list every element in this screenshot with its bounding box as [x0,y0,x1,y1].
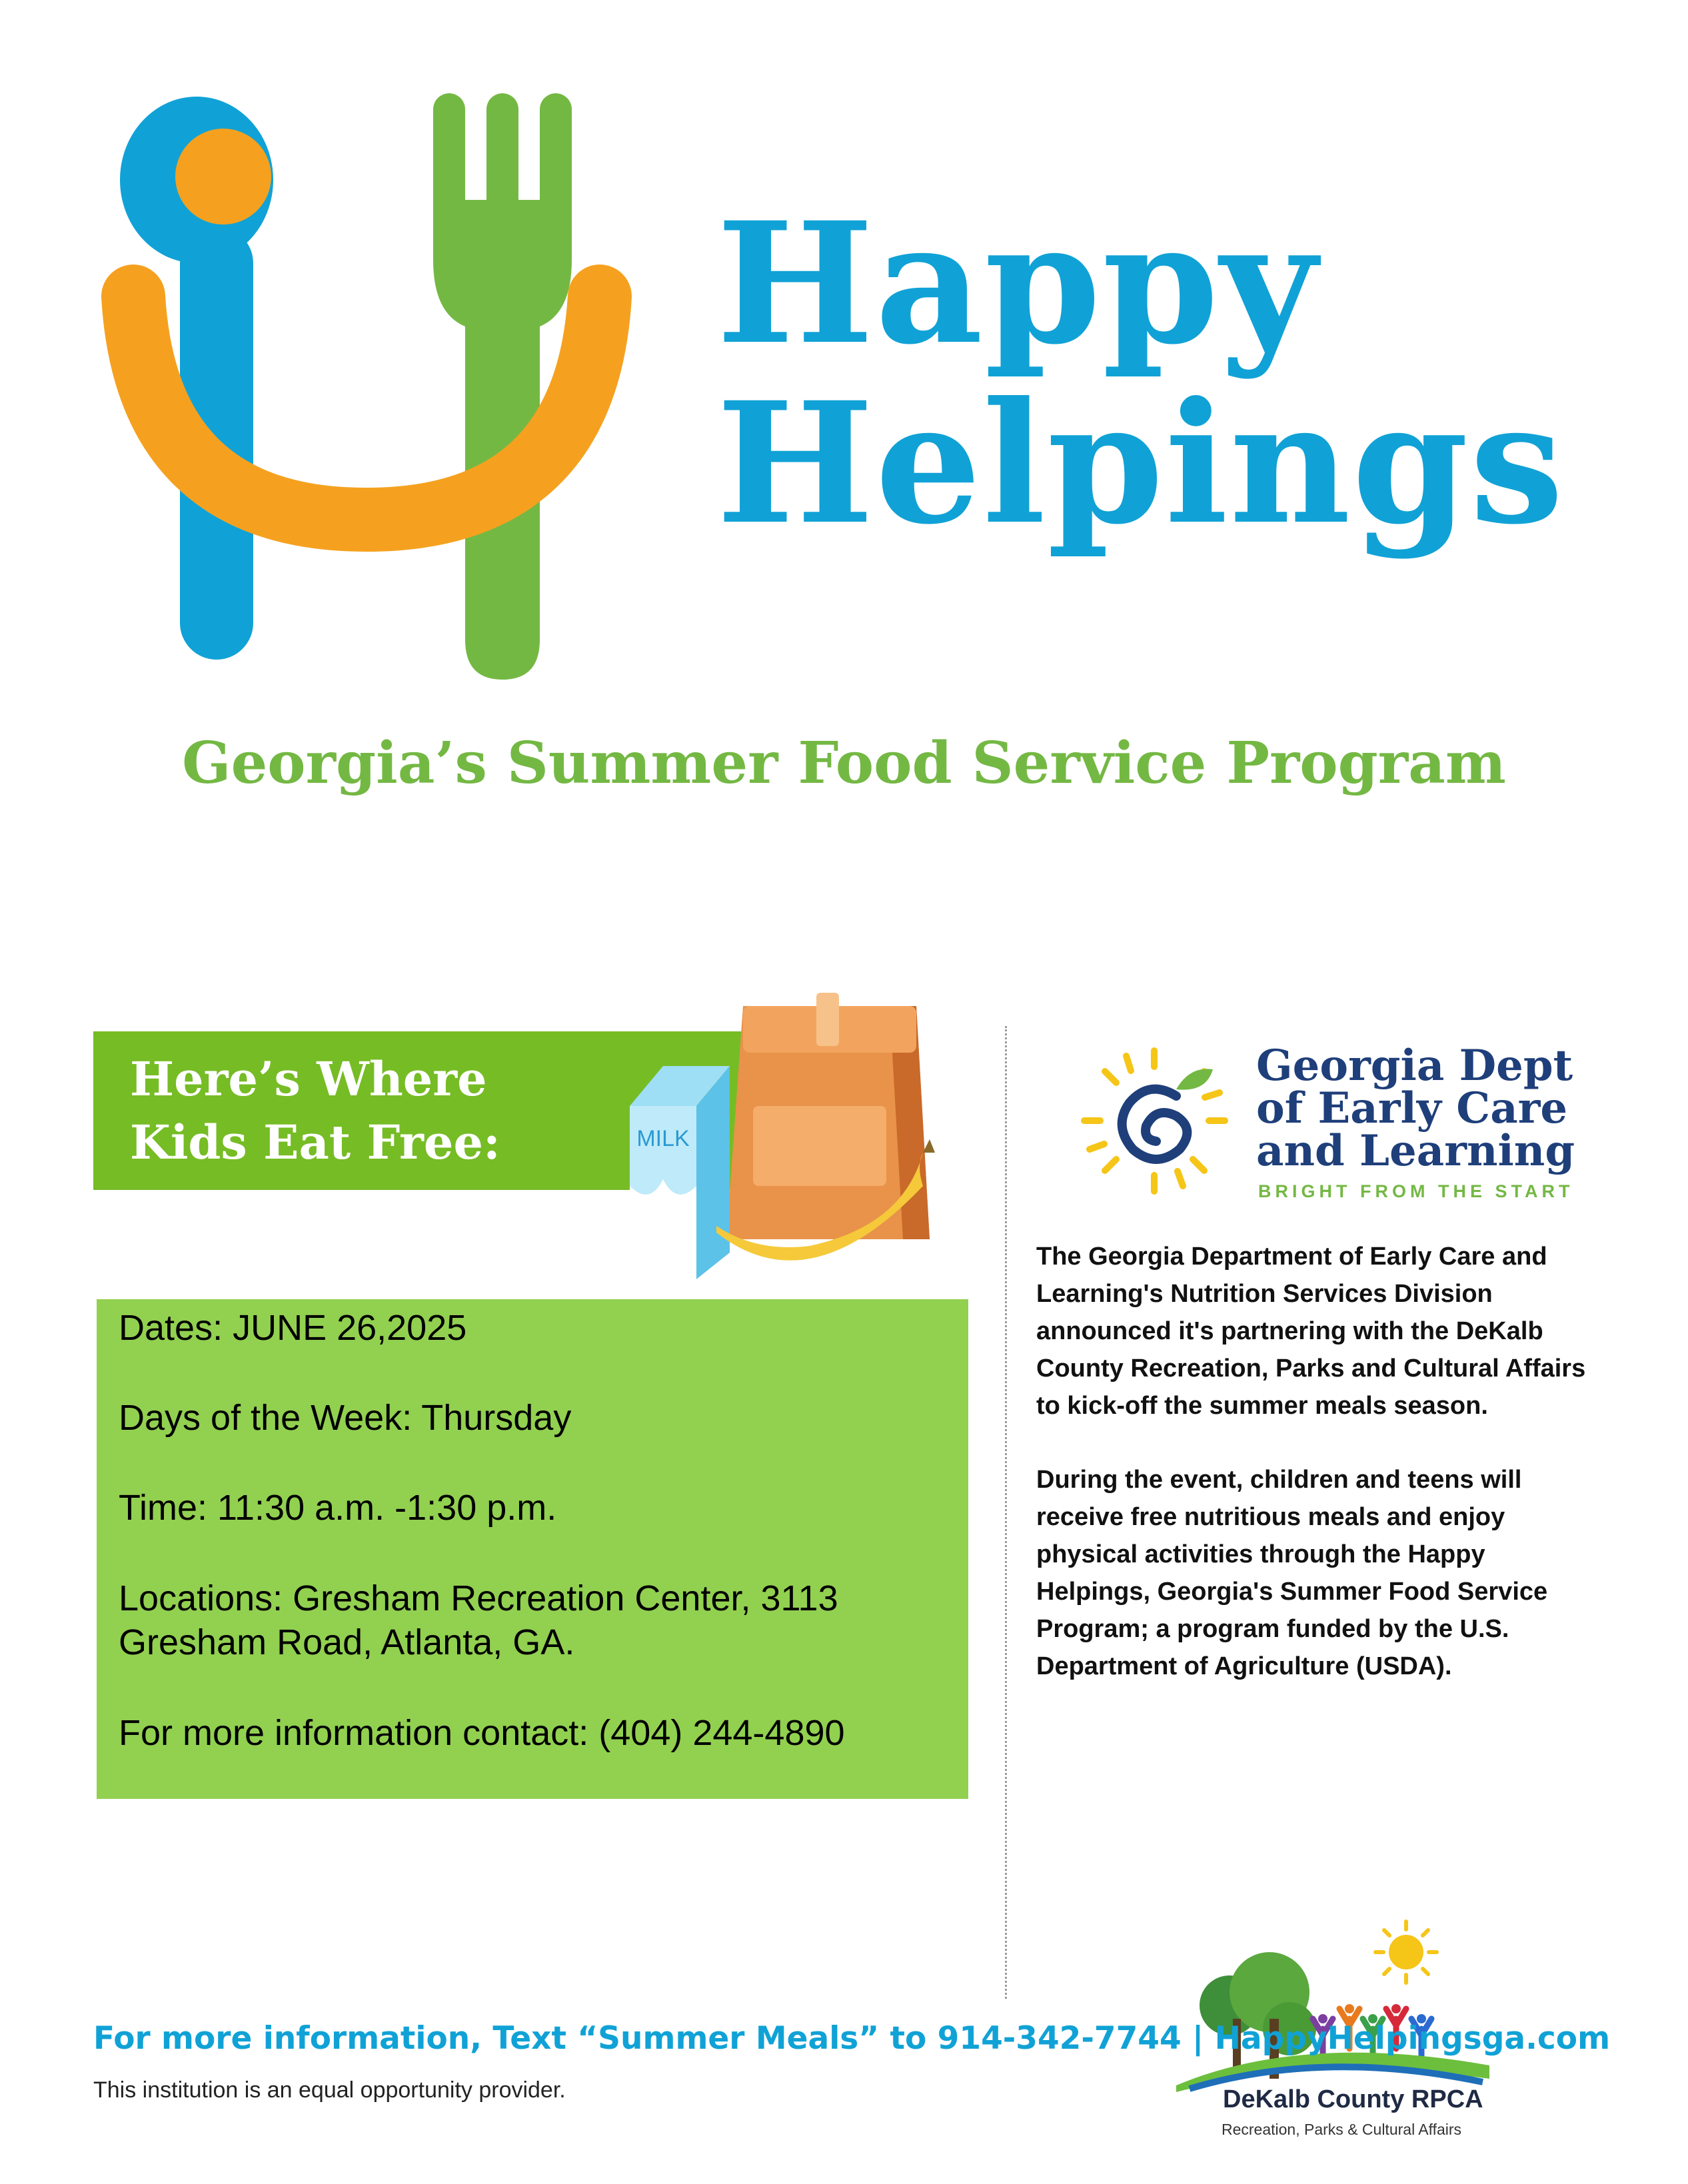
paragraph2-line: Program; a program funded by the U.S. [1036,1615,1509,1643]
decal-name-line3: and Learning [1256,1126,1575,1176]
column-divider [1005,1026,1007,1999]
decal-name-line1: Georgia Dept [1256,1041,1573,1091]
paragraph2-line: receive free nutritious meals and enjoy [1036,1503,1505,1531]
lunch-food-illustration [610,986,970,1293]
decal-name-line2: of Early Care [1256,1083,1568,1133]
event-location-line2: Gresham Road, Atlanta, GA. [119,1622,575,1662]
title-happy: Happy [716,185,1319,381]
event-dates: Dates: JUNE 26,2025 [119,1308,467,1348]
spoon-fork-smile-icon [87,93,633,680]
event-location-line1: Locations: Gresham Recreation Center, 3113 [119,1578,838,1618]
paragraph2-line: Helpings, Georgia's Summer Food Service [1036,1578,1548,1606]
paragraph2-line: Department of Agriculture (USDA). [1036,1652,1452,1680]
paragraph1-line: The Georgia Department of Early Care and [1036,1243,1547,1271]
dekalb-rpca-subtitle: Recreation, Parks & Cultural Affairs [1222,2121,1462,2138]
event-days: Days of the Week: Thursday [119,1398,572,1438]
milk-carton-icon [630,1066,730,1279]
paragraph2-line: physical activities through the Happy [1036,1540,1485,1568]
paragraph1-line: to kick-off the summer meals season. [1036,1392,1488,1420]
title-helpings: Helpings [716,365,1565,561]
footer-contact-info: For more information, Text “Summer Meals” to 914-342-7744 | HappyHelpingsga.com [93,2020,1611,2057]
paragraph1-line: Learning's Nutrition Services Division [1036,1280,1493,1308]
decal-sun-logo-icon [1076,1043,1233,1199]
paragraph1-line: announced it's partnering with the DeKalb [1036,1317,1543,1345]
program-subtitle: Georgia’s Summer Food Service Program [182,730,1506,797]
event-time: Time: 11:30 a.m. -1:30 p.m. [119,1488,557,1528]
banner-heading-line2: Kids Eat Free: [130,1115,500,1170]
event-contact: For more information contact: (404) 244-4890 [119,1713,845,1753]
decal-tagline: BRIGHT FROM THE START [1258,1181,1574,1201]
svg-text:MILK: MILK [636,1126,690,1151]
banner-heading-line1: Here’s Where [130,1051,487,1107]
equal-opportunity-disclaimer: This institution is an equal opportunity provider. [93,2077,566,2103]
paragraph1-line: County Recreation, Parks and Cultural Affairs [1036,1355,1586,1382]
paragraph2-line: During the event, children and teens will [1036,1466,1522,1494]
dekalb-rpca-name: DeKalb County RPCA [1223,2085,1483,2113]
